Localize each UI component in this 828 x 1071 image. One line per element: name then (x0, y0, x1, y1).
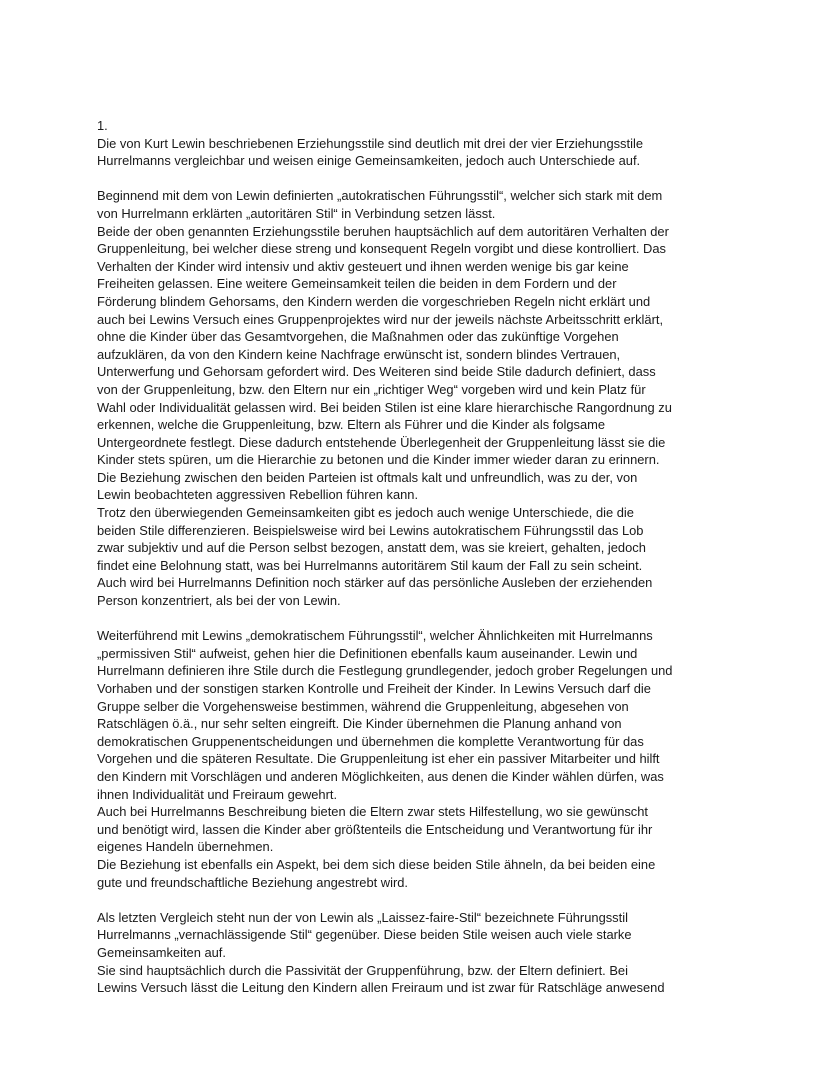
text-line: zwar subjektiv und auf die Person selbst bezogen, anstatt dem, was sie kreiert, gehalten, jedoch (97, 540, 646, 556)
text-line: Person konzentriert, als bei der von Lewin. (97, 593, 341, 609)
text-line: Kinder stets spüren, um die Hierarchie zu betonen und die Kinder immer wieder daran zu erinnern. (97, 452, 660, 468)
text-line: erkennen, welche die Gruppenleitung, bzw. Eltern als Führer und die Kinder als folgsame (97, 417, 606, 433)
paragraph (97, 135, 737, 170)
text-line: Sie sind hauptsächlich durch die Passivität der Gruppenführung, bzw. der Eltern definiert. Bei (97, 962, 628, 978)
text-line: Lewin beobachteten aggressiven Rebellion führen kann. (97, 487, 419, 503)
text-line: Vorhaben und der sonstigen starken Kontrolle und Freiheit der Kinder. In Lewins Versuch darf die (97, 681, 651, 696)
text-line: Förderung blindem Gehorsams, den Kindern werden die vorgeschrieben Regeln nicht erklärt und (97, 293, 651, 309)
text-line: Auch wird bei Hurrelmanns Definition noch stärker auf das persönliche Ausleben der erziehenden (97, 575, 653, 591)
text-line: Trotz den überwiegenden Gemeinsamkeiten gibt es jedoch auch wenige Unterschiede, die die (97, 505, 634, 521)
text-line: und benötigt wird, lassen die Kinder aber größtenteils die Entscheidung und Verantwortung für ihr (97, 821, 653, 837)
text-line: Ratschlägen ö.ä., nur sehr selten eingreift. Die Kinder übernehmen die Planung anhand von (97, 716, 622, 732)
text-line: Die Beziehung ist ebenfalls ein Aspekt, bei dem sich diese beiden Stile ähneln, da bei beiden eine (97, 856, 656, 872)
text-line: auch bei Lewins Versuch eines Gruppenprojektes wird nur der jeweils nächste Arbeitsschritt erklärt, (97, 311, 664, 327)
text-line: Vorgehen und die späteren Resultate. Die Gruppenleitung ist eher ein passiver Mitarbeiter und hilft (97, 751, 660, 767)
paragraph-spacer (97, 610, 737, 628)
text-line: eigenes Handeln übernehmen. (97, 839, 274, 855)
text-line: Die von Kurt Lewin beschriebenen Erziehungsstile sind deutlich mit drei der vier Erziehungsstile (97, 135, 643, 151)
text-line: Hurrelmanns „vernachlässigende Stil“ gegenüber. Diese beiden Stile weisen auch viele starke (97, 927, 632, 943)
document-body (97, 135, 737, 997)
text-line: Lewins Versuch lässt die Leitung den Kindern allen Freiraum und ist zwar für Ratschläge anwesend (97, 980, 665, 996)
text-line: Gruppenleitung, bei welcher diese streng und konsequent Regeln vorgibt und diese kontrolliert. Das (97, 241, 666, 257)
text-line: Wahl oder Individualität gelassen wird. Bei beiden Stilen ist eine klare hierarchische Rangordnung zu (97, 399, 672, 415)
paragraph-spacer (97, 891, 737, 909)
text-line: Unterwerfung und Gehorsam gefordert wird. Des Weiteren sind beide Stile dadurch definiert, dass (97, 364, 656, 380)
text-line: beiden Stile differenzieren. Beispielsweise wird bei Lewins autokratischem Führungsstil das Lob (97, 522, 644, 538)
text-line: Verhalten der Kinder wird intensiv und aktiv gesteuert und ihnen werden wenige bis gar keine (97, 258, 629, 274)
text-line: Gruppe selber die Vorgehensweise bestimmen, während die Gruppenleitung, abgesehen von (97, 698, 629, 714)
paragraph (97, 909, 737, 997)
text-line: ohne die Kinder über das Gesamtvorgehen, die Maßnahmen oder das zukünftige Vorgehen (97, 329, 619, 345)
text-line: aufzuklären, da von den Kindern keine Nachfrage erwünscht ist, sondern blindes Vertrauen, (97, 346, 621, 362)
text-line: von Hurrelmann erklärten „autoritären Stil“ in Verbindung setzen lässt. (97, 205, 496, 221)
text-line: Untergeordnete festlegt. Diese dadurch entstehende Überlegenheit der Gruppenleitung lässt sie die (97, 434, 666, 450)
text-line: findet eine Belohnung statt, was bei Hurrelmanns autoritärem Stil kaum der Fall zu sein scheint. (97, 557, 643, 573)
section-number: 1. (97, 118, 108, 133)
text-line: „permissiven Stil“ aufweist, gehen hier die Definitionen ebenfalls kaum auseinander. Lewin und (97, 645, 638, 661)
paragraph (97, 187, 737, 609)
text-line: gute und freundschaftliche Beziehung angestrebt wird. (97, 874, 409, 890)
text-line: Auch bei Hurrelmanns Beschreibung bieten die Eltern zwar stets Hilfestellung, wo sie gewünscht (97, 804, 648, 820)
paragraph-spacer (97, 170, 737, 188)
text-line: Weiterführend mit Lewins „demokratischem Führungsstil“, welcher Ähnlichkeiten mit Hurrelmanns (97, 628, 653, 644)
text-line: Freiheiten gelassen. Eine weitere Gemeinsamkeit teilen die beiden in dem Fordern und der (97, 276, 617, 292)
text-line: Hurrelmann definieren ihre Stile durch die Festlegung grundlegender, jedoch grober Regelungen und (97, 663, 673, 679)
text-line: den Kindern mit Vorschlägen und anderen Möglichkeiten, aus denen die Kinder wählen dürfen, was (97, 768, 664, 784)
text-line: Gemeinsamkeiten auf. (97, 944, 226, 960)
text-line: Hurrelmanns vergleichbar und weisen einige Gemeinsamkeiten, jedoch auch Unterschiede auf. (97, 153, 641, 169)
text-line: ihnen Individualität und Freiraum gewehrt. (97, 786, 338, 802)
text-line: demokratischen Gruppenentscheidungen und übernehmen die komplette Verantwortung für das (97, 733, 644, 749)
document-page (97, 117, 737, 997)
text-line: Beginnend mit dem von Lewin definierten „autokratischen Führungsstil“, welcher sich stark mit dem (97, 188, 663, 204)
text-line: Als letzten Vergleich steht nun der von Lewin als „Laissez-faire-Stil“ bezeichnete Führungsstil (97, 909, 628, 925)
text-line: von der Gruppenleitung, bzw. den Eltern nur ein „richtiger Weg“ vorgeben wird und kein Platz für (97, 381, 646, 397)
paragraph (97, 627, 737, 891)
text-line: Beide der oben genannten Erziehungsstile beruhen hauptsächlich auf dem autoritären Verhalten der (97, 223, 669, 239)
text-line: Die Beziehung zwischen den beiden Parteien ist oftmals kalt und unfreundlich, was zu der, von (97, 469, 638, 485)
